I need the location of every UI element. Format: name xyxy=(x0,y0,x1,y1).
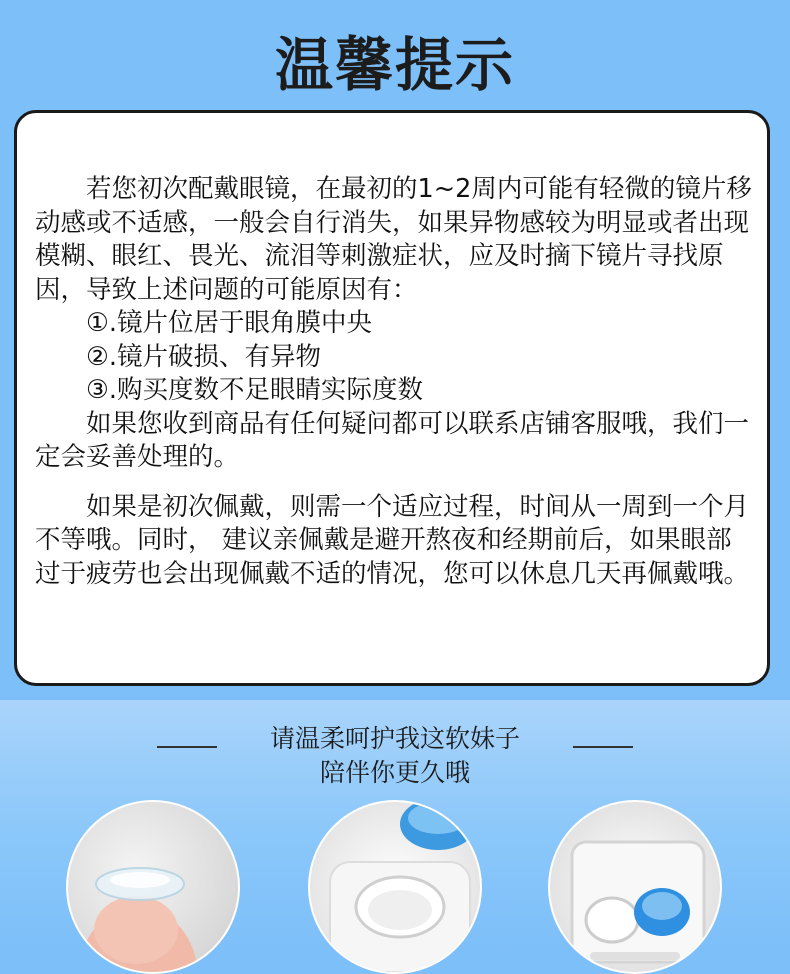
notice-text xyxy=(35,173,757,591)
slogan-line-2: 陪伴你更久哦 xyxy=(319,758,470,787)
contact-paragraph: 如果您收到商品有任何疑问都可以联系店铺客服哦，我们一定会妥善处理的。 xyxy=(35,408,750,472)
lens-case-illustration xyxy=(310,802,482,974)
slogan-line-1: 请温柔呵护我这软妹子 xyxy=(269,724,520,753)
notice-paragraph-2: 如果是初次佩戴，则需一个适应过程，时间从一周到一个月不等哦。同时， 建议亲佩戴是避开熬夜和经期前后，如果眼部过于疲劳也会出现佩戴不适的情况，您可以休息几天再佩戴哦。 xyxy=(35,491,750,589)
lens-case-photo xyxy=(308,800,482,974)
lens-kit-illustration xyxy=(550,802,722,974)
slogan xyxy=(0,722,790,790)
lens-on-finger-photo xyxy=(66,800,240,974)
reason-item: ③.购买度数不足眼睛实际度数 xyxy=(86,375,423,405)
lens-kit-photo xyxy=(548,800,722,974)
reason-item: ①.镜片位居于眼角膜中央 xyxy=(86,308,372,338)
reason-item: ②.镜片破损、有异物 xyxy=(86,341,321,372)
notice-paragraph-1: 若您初次配戴眼镜，在最初的1~2周内可能有轻微的镜片移动感或不适感，一般会自行消失，如果异物感较为明显或者出现模糊、眼红、畏光、流泪等刺激症状，应及时摘下镜片寻找原因，导致上述问题的可能原因有： xyxy=(35,174,752,305)
page-title: 温馨提示 xyxy=(274,31,515,99)
notice-card xyxy=(14,110,770,686)
lens-on-finger-illustration xyxy=(68,802,240,974)
